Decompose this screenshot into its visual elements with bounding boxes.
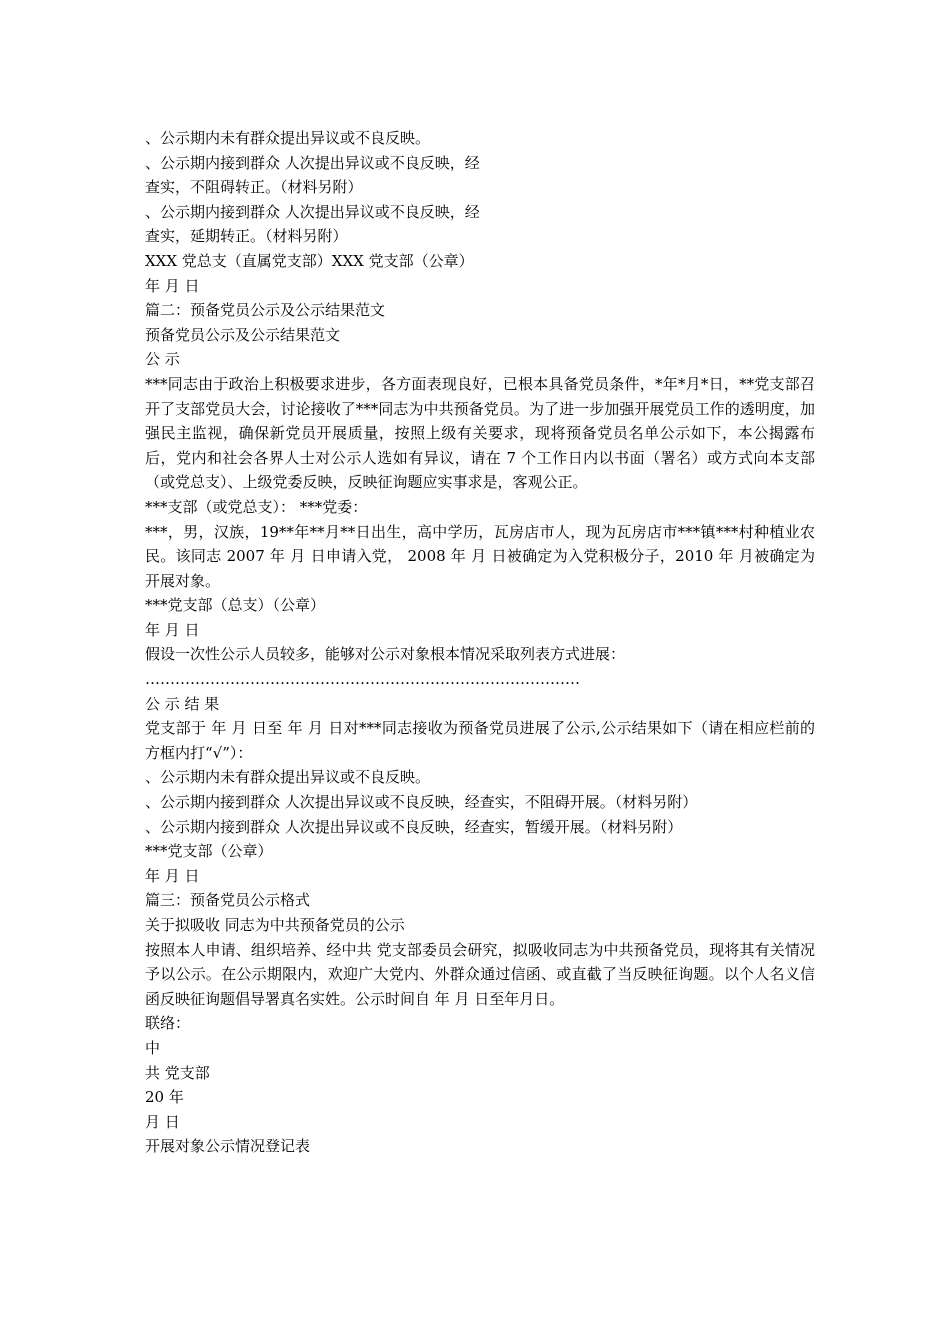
text-line: 月 日 <box>145 1112 180 1131</box>
text-line: 共 党支部 <box>145 1063 210 1082</box>
text-line: 查实，不阻碍转正。（材料另附） <box>145 178 363 197</box>
text-line: ***党支部（公章） <box>145 842 273 861</box>
text-line: 、公示期内接到群众 人次提出异议或不良反映，经查实，暂缓开展。（材料另附） <box>145 817 683 836</box>
paragraph: ***，男，汉族，19**年**月**日出生，高中学历，瓦房店市人，现为瓦房店市***镇***村种植业农民。该同志 2007 年 月 日申请入党， 2008 年 月 日被确定为入党积极分子，2010 年 月被确定为开展对象。 <box>145 522 815 590</box>
text-line: 关于拟吸收 同志为中共预备党员的公示 <box>145 916 405 934</box>
text-line: 20 年 <box>145 1088 184 1107</box>
text-line: …………………………………………………………………………… <box>145 670 580 689</box>
paragraph: 党支部于 年 月 日至 年 月 日对***同志接收为预备党员进展了公示,公示结果如下（请在相应栏前的方框内打“√”）： <box>145 719 815 762</box>
text-line: XXX 党总支（直属党支部）XXX 党支部（公章） <box>145 251 474 270</box>
text-line: 预备党员公示及公示结果范文 <box>145 325 341 344</box>
text-line: 年 月 日 <box>145 620 200 639</box>
paragraph: ***同志由于政治上积极要求进步，各方面表现良好，已根本具备党员条件，*年*月*日，**党支部召开了支部党员大会，讨论接收了***同志为中共预备党员。为了进一步加强开展党员工作的透明度，加强民主监视，确保新党员开展质量，按照上级有关要求，现将预备党员名单公示如下，本公揭露布后，党内和社会各界人士对公示人选如有异议，请在 7 个工作日内以书面（署名）或方式向本支部（或党总支）、上级党委反映，反映征询题应实事求是，客观公正。 <box>145 374 815 492</box>
text-line: 中 <box>145 1038 161 1057</box>
text-line: 、公示期内未有群众提出异议或不良反映。 <box>145 129 431 147</box>
text-line: 公 示 <box>145 350 180 369</box>
document-body <box>145 126 815 1159</box>
text-line: 公 示 结 果 <box>145 694 220 713</box>
paragraph: 按照本人申请、组织培养、经中共 党支部委员会研究，拟吸收同志为中共预备党员，现将其有关情况予以公示。在公示期限内，欢迎广大党内、外群众通过信函、或直截了当反映征询题。以个人名义信函反映征询题倡导署真名实姓。公示时间自 年 月 日至年月日。 <box>145 940 815 1008</box>
text-line: 篇三：预备党员公示格式 <box>145 891 311 910</box>
text-line: 、公示期内接到群众 人次提出异议或不良反映，经 <box>145 153 480 172</box>
text-line: ***党支部（总支）（公章） <box>145 596 326 615</box>
text-line: 篇二：预备党员公示及公示结果范文 <box>145 301 386 320</box>
text-line: 、公示期内接到群众 人次提出异议或不良反映，经查实，不阻碍开展。（材料另附） <box>145 793 698 812</box>
text-line: 、公示期内接到群众 人次提出异议或不良反映，经 <box>145 202 480 221</box>
text-line: 年 月 日 <box>145 276 200 295</box>
text-line: 联络： <box>145 1014 191 1033</box>
text-line: 年 月 日 <box>145 866 200 885</box>
text-line: ***支部（或党总支）： ***党委： <box>145 497 368 516</box>
text-line: 开展对象公示情况登记表 <box>145 1137 311 1156</box>
text-line: 假设一次性公示人员较多，能够对公示对象根本情况采取列表方式进展： <box>145 645 626 664</box>
text-line: 查实，延期转正。（材料另附） <box>145 227 348 246</box>
text-line: 、公示期内未有群众提出异议或不良反映。 <box>145 768 431 787</box>
